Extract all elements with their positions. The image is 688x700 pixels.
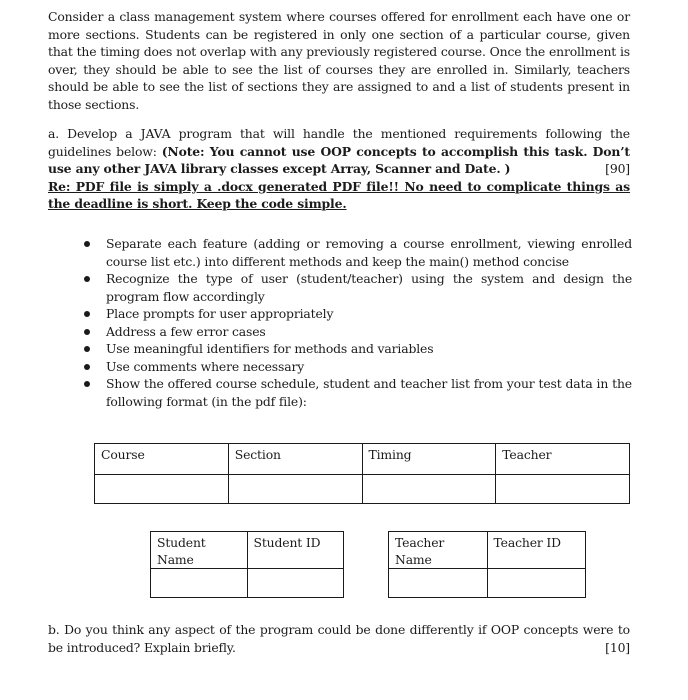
part-a-marks: [90] [605, 161, 630, 176]
table-cell [95, 475, 229, 504]
list-item: Show the offered course schedule, student and teacher list from your test data in the following format (in the pdf file): [80, 375, 632, 410]
list-item: Recognize the type of user (student/teacher) using the system and design the program flow accordingly [80, 270, 632, 305]
intro-paragraph: Consider a class management system where courses offered for enrollment each have one or more sections. Students can be registered in only one section of a particular course, given that the timing does not overlap with any previously registered course. Once the enrollment is over, they should be able to see the list of courses they are enrolled in. Similarly, teachers should be able to see the list of sections they are assigned to and a list of students present in those sections. [48, 9, 630, 112]
bullet-icon [84, 241, 90, 247]
part-a-lead: a. Develop a JAVA program that will handle the mentioned requirements following the guidelines below: [48, 126, 630, 159]
teacher-id-header: Teacher ID [487, 532, 586, 569]
bullet-icon [84, 381, 90, 387]
bullet-icon [84, 346, 90, 352]
timing-header: Timing [362, 444, 496, 475]
list-item: Use comments where necessary [80, 358, 632, 376]
teacher-list-table [388, 531, 586, 598]
bullet-icon [84, 329, 90, 335]
table-cell [362, 475, 496, 504]
part-a-note: (Note: You cannot use OOP concepts to accomplish this task. Don’t use any other JAVA library classes except Array, Scanner and Date. ) [48, 143, 630, 176]
part-b-marks: [10] [605, 639, 630, 655]
table-row [151, 569, 344, 598]
teacher-header: Teacher [496, 444, 630, 475]
section-header: Section [228, 444, 362, 475]
table-cell [496, 475, 630, 504]
table-cell [487, 569, 586, 598]
table-header-row [95, 444, 630, 475]
table-row [389, 569, 586, 598]
part-a-paragraph [48, 125, 630, 213]
student-list-table [150, 531, 344, 598]
table-cell [151, 569, 248, 598]
bullet-icon [84, 276, 90, 282]
part-b-paragraph [48, 621, 630, 656]
guidelines-list [80, 235, 632, 410]
table-cell [389, 569, 488, 598]
list-item: Use meaningful identifiers for methods and variables [80, 340, 632, 358]
course-schedule-table [94, 443, 630, 504]
list-item: Separate each feature (adding or removing a course enrollment, viewing enrolled course list etc.) into different methods and keep the main() method concise [80, 235, 632, 270]
bullet-icon [84, 311, 90, 317]
teacher-name-header: Teacher Name [389, 532, 488, 569]
table-header-row [151, 532, 344, 569]
table-header-row [389, 532, 586, 569]
table-row [95, 475, 630, 504]
table-cell [247, 569, 344, 598]
part-a-re-note: Re: PDF file is simply a .docx generated PDF file!! No need to complicate things as the deadline is short. Keep the code simple. [48, 178, 630, 211]
course-header: Course [95, 444, 229, 475]
student-name-header: Student Name [151, 532, 248, 569]
part-b-text: b. Do you think any aspect of the program could be done differently if OOP concepts were to be introduced? Explain briefly. [48, 622, 630, 655]
table-cell [228, 475, 362, 504]
student-id-header: Student ID [247, 532, 344, 569]
list-item: Address a few error cases [80, 323, 632, 341]
list-item: Place prompts for user appropriately [80, 305, 632, 323]
bullet-icon [84, 364, 90, 370]
